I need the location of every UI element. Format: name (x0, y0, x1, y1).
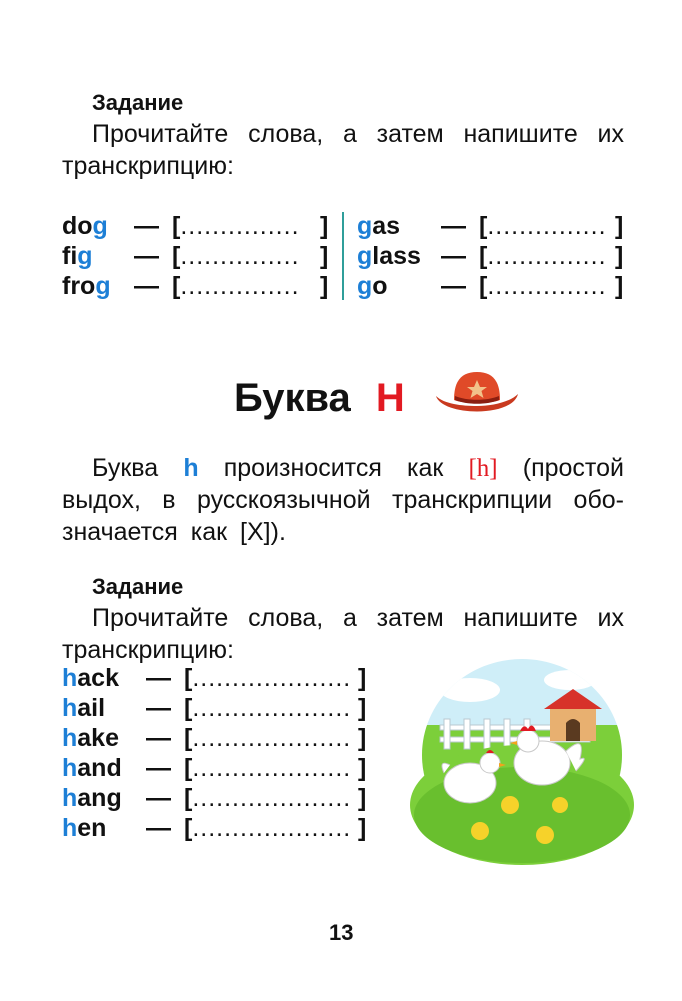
word: go (357, 272, 388, 300)
bracket-close: ] (320, 212, 329, 240)
dash: — (146, 784, 171, 812)
bracket-close: ] (615, 272, 624, 300)
dash: — (441, 212, 466, 240)
task1-right-row (357, 210, 627, 242)
task1-title: Задание (92, 90, 184, 115)
task2-title: Задание (92, 574, 184, 599)
answer-blank[interactable]: [............... (172, 212, 300, 240)
word: hail (62, 694, 106, 722)
task2-row (62, 782, 372, 814)
answer-blank[interactable]: [............... (479, 272, 607, 300)
bracket-close: ] (358, 724, 367, 752)
word: hack (62, 664, 119, 692)
answer-blank[interactable]: [............... (479, 212, 607, 240)
bracket-close: ] (320, 272, 329, 300)
task1-instruction-line2: транскрипцию: (62, 152, 234, 180)
info-sound: [h] (468, 455, 498, 482)
bracket-close: ] (358, 784, 367, 812)
task1-right-row (357, 270, 627, 302)
word: glass (357, 242, 421, 270)
bracket-close: ] (358, 694, 367, 722)
bracket-close: ] (358, 754, 367, 782)
bracket-close: ] (320, 242, 329, 270)
word: hand (62, 754, 122, 782)
answer-blank[interactable]: [.................... (184, 664, 352, 692)
word: fig (62, 242, 93, 270)
task1-right-row (357, 240, 627, 272)
answer-blank[interactable]: [.................... (184, 694, 352, 722)
word: hen (62, 814, 107, 842)
dash: — (146, 754, 171, 782)
cloud (440, 678, 500, 702)
cowboy-hat-icon (432, 366, 522, 422)
task2-row (62, 692, 372, 724)
dash: — (134, 272, 159, 300)
info-letter: h (183, 454, 199, 482)
dash: — (146, 664, 171, 692)
bracket-close: ] (358, 664, 367, 692)
dash: — (441, 272, 466, 300)
word: hang (62, 784, 122, 812)
task2-instruction-line1: Прочитайте слова, а затем напишите их (92, 604, 624, 632)
info-line3: значается как [Х]). (62, 518, 286, 546)
answer-blank[interactable]: [.................... (184, 814, 352, 842)
answer-blank[interactable]: [.................... (184, 784, 352, 812)
answer-blank[interactable]: [............... (172, 242, 300, 270)
cloud (544, 670, 596, 690)
answer-blank[interactable]: [.................... (184, 724, 352, 752)
info-line1: Буква h произносится как [h] (простой (92, 454, 624, 482)
task1-left-row (62, 240, 332, 272)
dash: — (146, 694, 171, 722)
task1-left-row (62, 270, 332, 302)
heading-word: Буква (234, 376, 351, 420)
dash: — (134, 242, 159, 270)
task1-left-row (62, 210, 332, 242)
page-number: 13 (329, 920, 354, 945)
task2-row (62, 752, 372, 784)
farm-illustration (410, 655, 640, 865)
bracket-close: ] (615, 212, 624, 240)
task2-row (62, 662, 372, 694)
task2-instruction-line2: транскрипцию: (62, 636, 234, 664)
section-heading (234, 376, 405, 421)
dash: — (146, 724, 171, 752)
answer-blank[interactable]: [............... (172, 272, 300, 300)
bracket-close: ] (615, 242, 624, 270)
task1-instruction-line1: Прочитайте слова, а затем напишите их (92, 120, 624, 148)
info-line2: выдох, в русскоязычной транскрипции обо- (62, 486, 624, 514)
task2-row (62, 812, 372, 844)
dash: — (134, 212, 159, 240)
heading-letter: H (375, 376, 405, 420)
column-divider (342, 212, 344, 300)
dash: — (441, 242, 466, 270)
answer-blank[interactable]: [............... (479, 242, 607, 270)
bracket-close: ] (358, 814, 367, 842)
word: frog (62, 272, 111, 300)
task2-row (62, 722, 372, 754)
word: dog (62, 212, 108, 240)
word: hake (62, 724, 119, 752)
word: gas (357, 212, 401, 240)
answer-blank[interactable]: [.................... (184, 754, 352, 782)
dash: — (146, 814, 171, 842)
